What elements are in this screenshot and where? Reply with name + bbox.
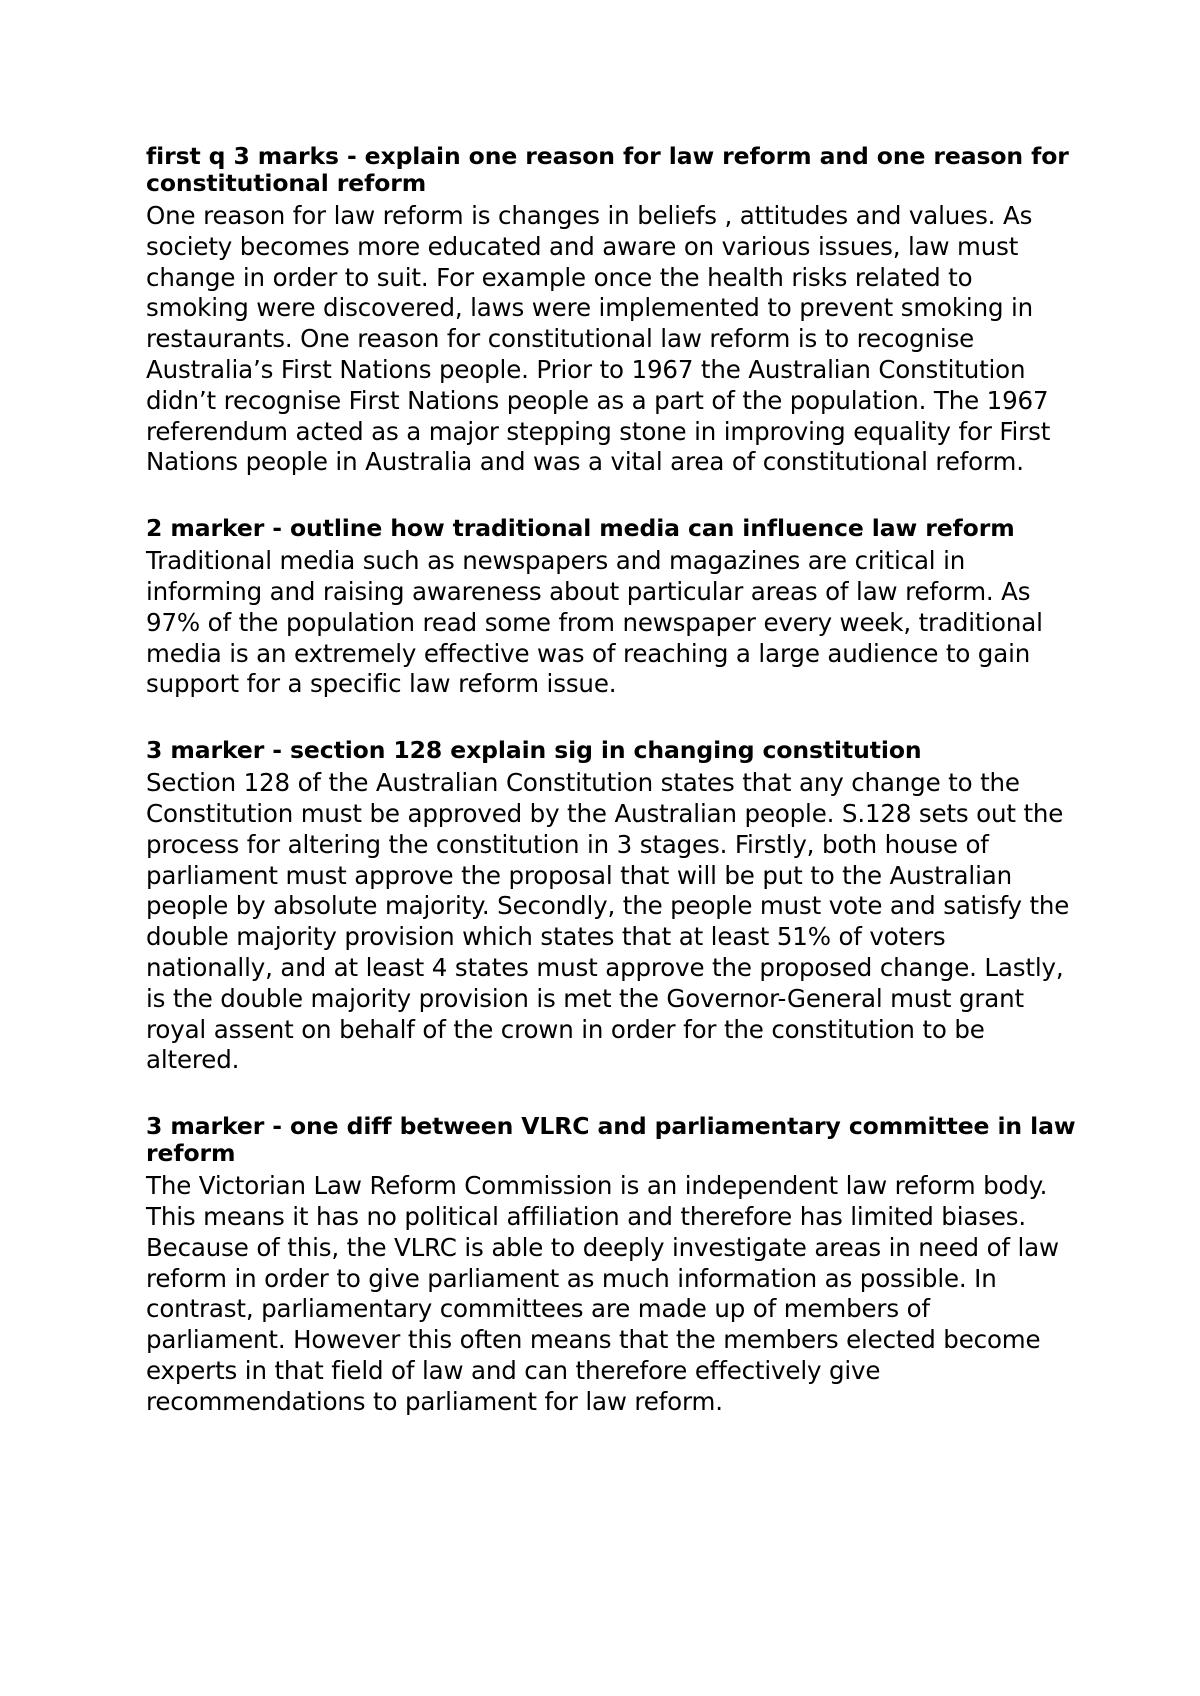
question-heading: 3 marker - one diff between VLRC and parliamentary committee in law reform: [146, 1112, 1076, 1168]
question-section-2: [146, 515, 1076, 700]
question-section-3: [146, 737, 1076, 1076]
question-heading: first q 3 marks - explain one reason for law reform and one reason for constitutional reform: [146, 142, 1069, 197]
answer-paragraph: Traditional media such as newspapers and magazines are critical in informing and raising awareness about particular areas of law reform. As 97% of the population read some from newspaper every week, traditional media is an extremely effective was of reaching a large audience to gain support for a specific law reform issue.: [146, 546, 1043, 699]
question-heading: 2 marker - outline how traditional media can influence law reform: [146, 514, 1015, 543]
answer-paragraph: Section 128 of the Australian Constitution states that any change to the Constitution must be approved by the Australian people. S.128 sets out the process for altering the constitution in 3 stages. Firstly, both house of parliament must approve the proposal that will be put to the Australian people by absolute majority. Secondly, the people must vote and satisfy the double majority provision which states that at least 51% of voters nationally, and at least 4 states must approve the proposed change. Lastly, is the double majority provision is met the Governor-General must grant royal assent on behalf of the crown in order for the constitution to be altered.: [146, 768, 1070, 1075]
question-section-1: [146, 143, 1076, 478]
answer-paragraph: One reason for law reform is changes in beliefs , attitudes and values. As society becomes more educated and aware on various issues, law must change in order to suit. For example once the health risks related to smoking were discovered, laws were implemented to prevent smoking in restaurants. One reason for constitutional law reform is to recognise Australia’s First Nations people. Prior to 1967 the Australian Constitution didn’t recognise First Nations people as a part of the population. The 1967 referendum acted as a major stepping stone in improving equality for First Nations people in Australia and was a vital area of constitutional reform.: [146, 201, 1051, 477]
question-heading: 3 marker - section 128 explain sig in changing constitution: [146, 736, 922, 765]
question-section-4: [146, 1113, 1076, 1417]
answer-paragraph: The Victorian Law Reform Commission is an independent law reform body. This means it has no political affiliation and therefore has limited biases. Because of this, the VLRC is able to deeply investigate areas in need of law reform in order to give parliament as much information as possible. In contrast, parliamentary committees are made up of members of parliament. However this often means that the members elected become experts in that field of law and can therefore effectively give recommendations to parliament for law reform.: [146, 1171, 1059, 1416]
document-page: [146, 143, 1076, 1455]
